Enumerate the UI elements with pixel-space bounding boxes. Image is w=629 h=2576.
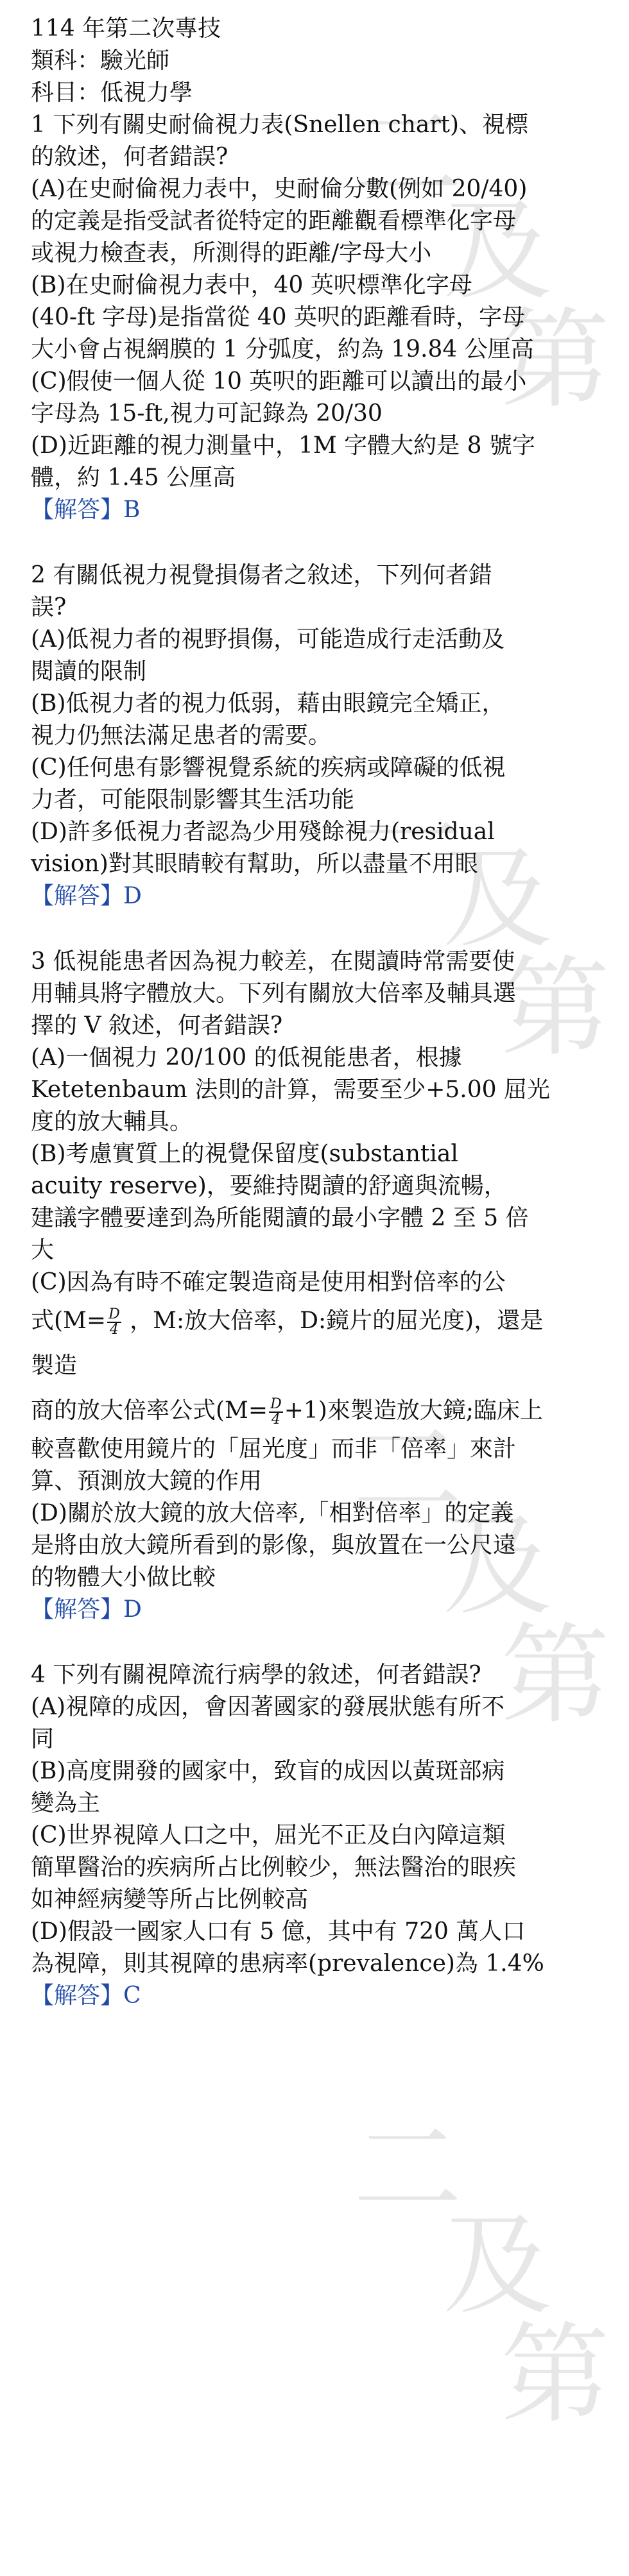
option-c: 如神經病變等所占比例較高: [31, 1886, 309, 1913]
fraction-numerator: D: [108, 1306, 120, 1322]
option-a: Ketetenbaum 法則的計算，需要至少+5.00 屈光: [31, 1077, 550, 1103]
question-stem: 3 低視能患者因為視力較差，在閱讀時常需要使: [31, 948, 515, 975]
option-c: (C)世界視障人口之中，屈光不正及白內障這類: [31, 1822, 506, 1848]
fraction: [107, 1308, 121, 1337]
question-stem: 擇的 V 敘述，何者錯誤?: [31, 1012, 283, 1039]
option-c-formula-line: [31, 1388, 608, 1433]
option-c-formula-line: [31, 1299, 608, 1343]
option-a: (A)在史耐倫視力表中，史耐倫分數(例如 20/40): [31, 176, 528, 202]
option-a: 同: [31, 1726, 55, 1752]
svg-text:第: 第: [501, 945, 610, 1072]
svg-text:第: 第: [501, 2312, 610, 2439]
exam-subject: 科目：低視力學: [31, 80, 193, 106]
exam-title: 114 年第二次專技: [31, 15, 221, 42]
option-a: (A)視障的成因，會因著國家的發展狀態有所不: [31, 1694, 505, 1720]
option-b: (B)在史耐倫視力表中，40 英呎標準化字母: [31, 272, 472, 298]
svg-text:二: 二: [353, 2106, 463, 2233]
option-a: (A)一個視力 20/100 的低視能患者，根據: [31, 1045, 462, 1071]
question-stem: 1 下列有關史耐倫視力表(Snellen chart)、視標: [31, 112, 529, 138]
svg-text:第: 第: [501, 297, 610, 424]
fraction: [269, 1397, 283, 1427]
question-4: [31, 1659, 608, 2012]
answer-label: 【解答】B: [31, 497, 141, 523]
option-c: (C)任何患有影響視覺系統的疾病或障礙的低視: [31, 755, 506, 781]
formula-text: 商的放大倍率公式(M=: [31, 1397, 268, 1424]
option-d: 體，約 1.45 公厘高: [31, 465, 236, 491]
option-b: (B)考慮實質上的視覺保留度(substantial: [31, 1141, 458, 1167]
formula-text: ，M:放大倍率，D:鏡片的屈光度)，還是: [122, 1308, 544, 1334]
option-c: 字母為 15-ft,視力可記錄為 20/30: [31, 400, 383, 427]
svg-text:及: 及: [443, 1503, 553, 1630]
option-d: vision)對其眼睛較有幫助，所以盡量不用眼: [31, 851, 478, 877]
option-c: (C)因為有時不確定製造商是使用相對倍率的公: [31, 1269, 506, 1295]
option-a: 或視力檢查表，所測得的距離/字母大小: [31, 240, 432, 266]
option-d: (D)許多低視力者認為少用殘餘視力(residual: [31, 819, 495, 845]
svg-text:二: 二: [353, 740, 463, 867]
option-a: (A)低視力者的視野損傷，可能造成行走活動及: [31, 626, 505, 653]
option-d: 為視障，則其視障的患病率(prevalence)為 1.4%: [31, 1950, 544, 1977]
option-d: (D)關於放大鏡的放大倍率,「相對倍率」的定義: [31, 1500, 514, 1526]
option-a: 閱讀的限制: [31, 658, 147, 685]
option-b: (B)低視力者的視力低弱，藉由眼鏡完全矯正，: [31, 690, 505, 717]
option-a: 度的放大輔具。: [31, 1109, 193, 1135]
option-c: 力者，可能限制影響其生活功能: [31, 787, 355, 813]
question-stem: 誤?: [31, 594, 67, 620]
question-stem: 2 有關低視力視覺損傷者之敘述，下列何者錯: [31, 562, 492, 588]
option-c: 算、預測放大鏡的作用: [31, 1468, 263, 1494]
question-3: [31, 946, 608, 1626]
answer-label: 【解答】D: [31, 1596, 142, 1623]
question-stem: 用輔具將字體放大。下列有關放大倍率及輔具選: [31, 980, 517, 1007]
svg-text:及: 及: [443, 2203, 553, 2330]
option-b: 大: [31, 1237, 55, 1263]
option-c: (C)假使一個人從 10 英呎的距離可以讀出的最小: [31, 368, 527, 395]
fraction-denominator: 4: [109, 1322, 119, 1338]
option-c: 製造: [31, 1352, 78, 1379]
question-2: [31, 559, 608, 912]
svg-text:及: 及: [443, 188, 553, 315]
exam-content: [31, 13, 608, 2012]
question-1: [31, 109, 608, 526]
svg-text:第: 第: [501, 1612, 610, 1739]
question-stem: 4 下列有關視障流行病學的敘述，何者錯誤?: [31, 1662, 481, 1688]
option-b: acuity reserve)，要維持閱讀的舒適與流暢，: [31, 1173, 507, 1199]
exam-category: 類科：驗光師: [31, 47, 170, 74]
fraction-denominator: 4: [271, 1412, 280, 1428]
option-b: 變為主: [31, 1790, 101, 1816]
option-c: 較喜歡使用鏡片的「屈光度」而非「倍率」來計: [31, 1436, 517, 1462]
option-a: 的定義是指受試者從特定的距離觀看標準化字母: [31, 208, 517, 234]
option-c: 簡單醫治的疾病所占比例較少，無法醫治的眼疾: [31, 1854, 517, 1881]
question-stem: 的敘述，何者錯誤?: [31, 144, 228, 170]
option-b: 大小會占視網膜的 1 分弧度，約為 19.84 公厘高: [31, 336, 534, 363]
formula-text: +1)來製造放大鏡;臨床上: [284, 1397, 543, 1424]
option-d: 的物體大小做比較: [31, 1564, 216, 1591]
answer-label: 【解答】C: [31, 1983, 141, 2009]
svg-text:二: 二: [353, 1407, 463, 1534]
svg-text:及: 及: [443, 836, 553, 963]
formula-text: 式(M=: [31, 1308, 107, 1334]
answer-label: 【解答】D: [31, 883, 142, 909]
option-d: (D)近距離的視力測量中，1M 字體大約是 8 號字: [31, 432, 535, 459]
svg-text:二: 二: [353, 92, 463, 219]
option-b: (B)高度開發的國家中，致盲的成因以黃斑部病: [31, 1758, 505, 1784]
option-b: (40-ft 字母)是指當從 40 英呎的距離看時，字母: [31, 304, 525, 330]
option-b: 視力仍無法滿足患者的需要。: [31, 722, 332, 749]
watermark-logo: [347, 2092, 616, 2451]
option-b: 建議字體要達到為所能閱讀的最小字體 2 至 5 倍: [31, 1205, 529, 1231]
option-d: 是將由放大鏡所看到的影像，與放置在一公尺遠: [31, 1532, 517, 1558]
fraction-numerator: D: [270, 1396, 282, 1412]
exam-header: [31, 13, 608, 109]
option-d: (D)假設一國家人口有 5 億，其中有 720 萬人口: [31, 1918, 526, 1945]
